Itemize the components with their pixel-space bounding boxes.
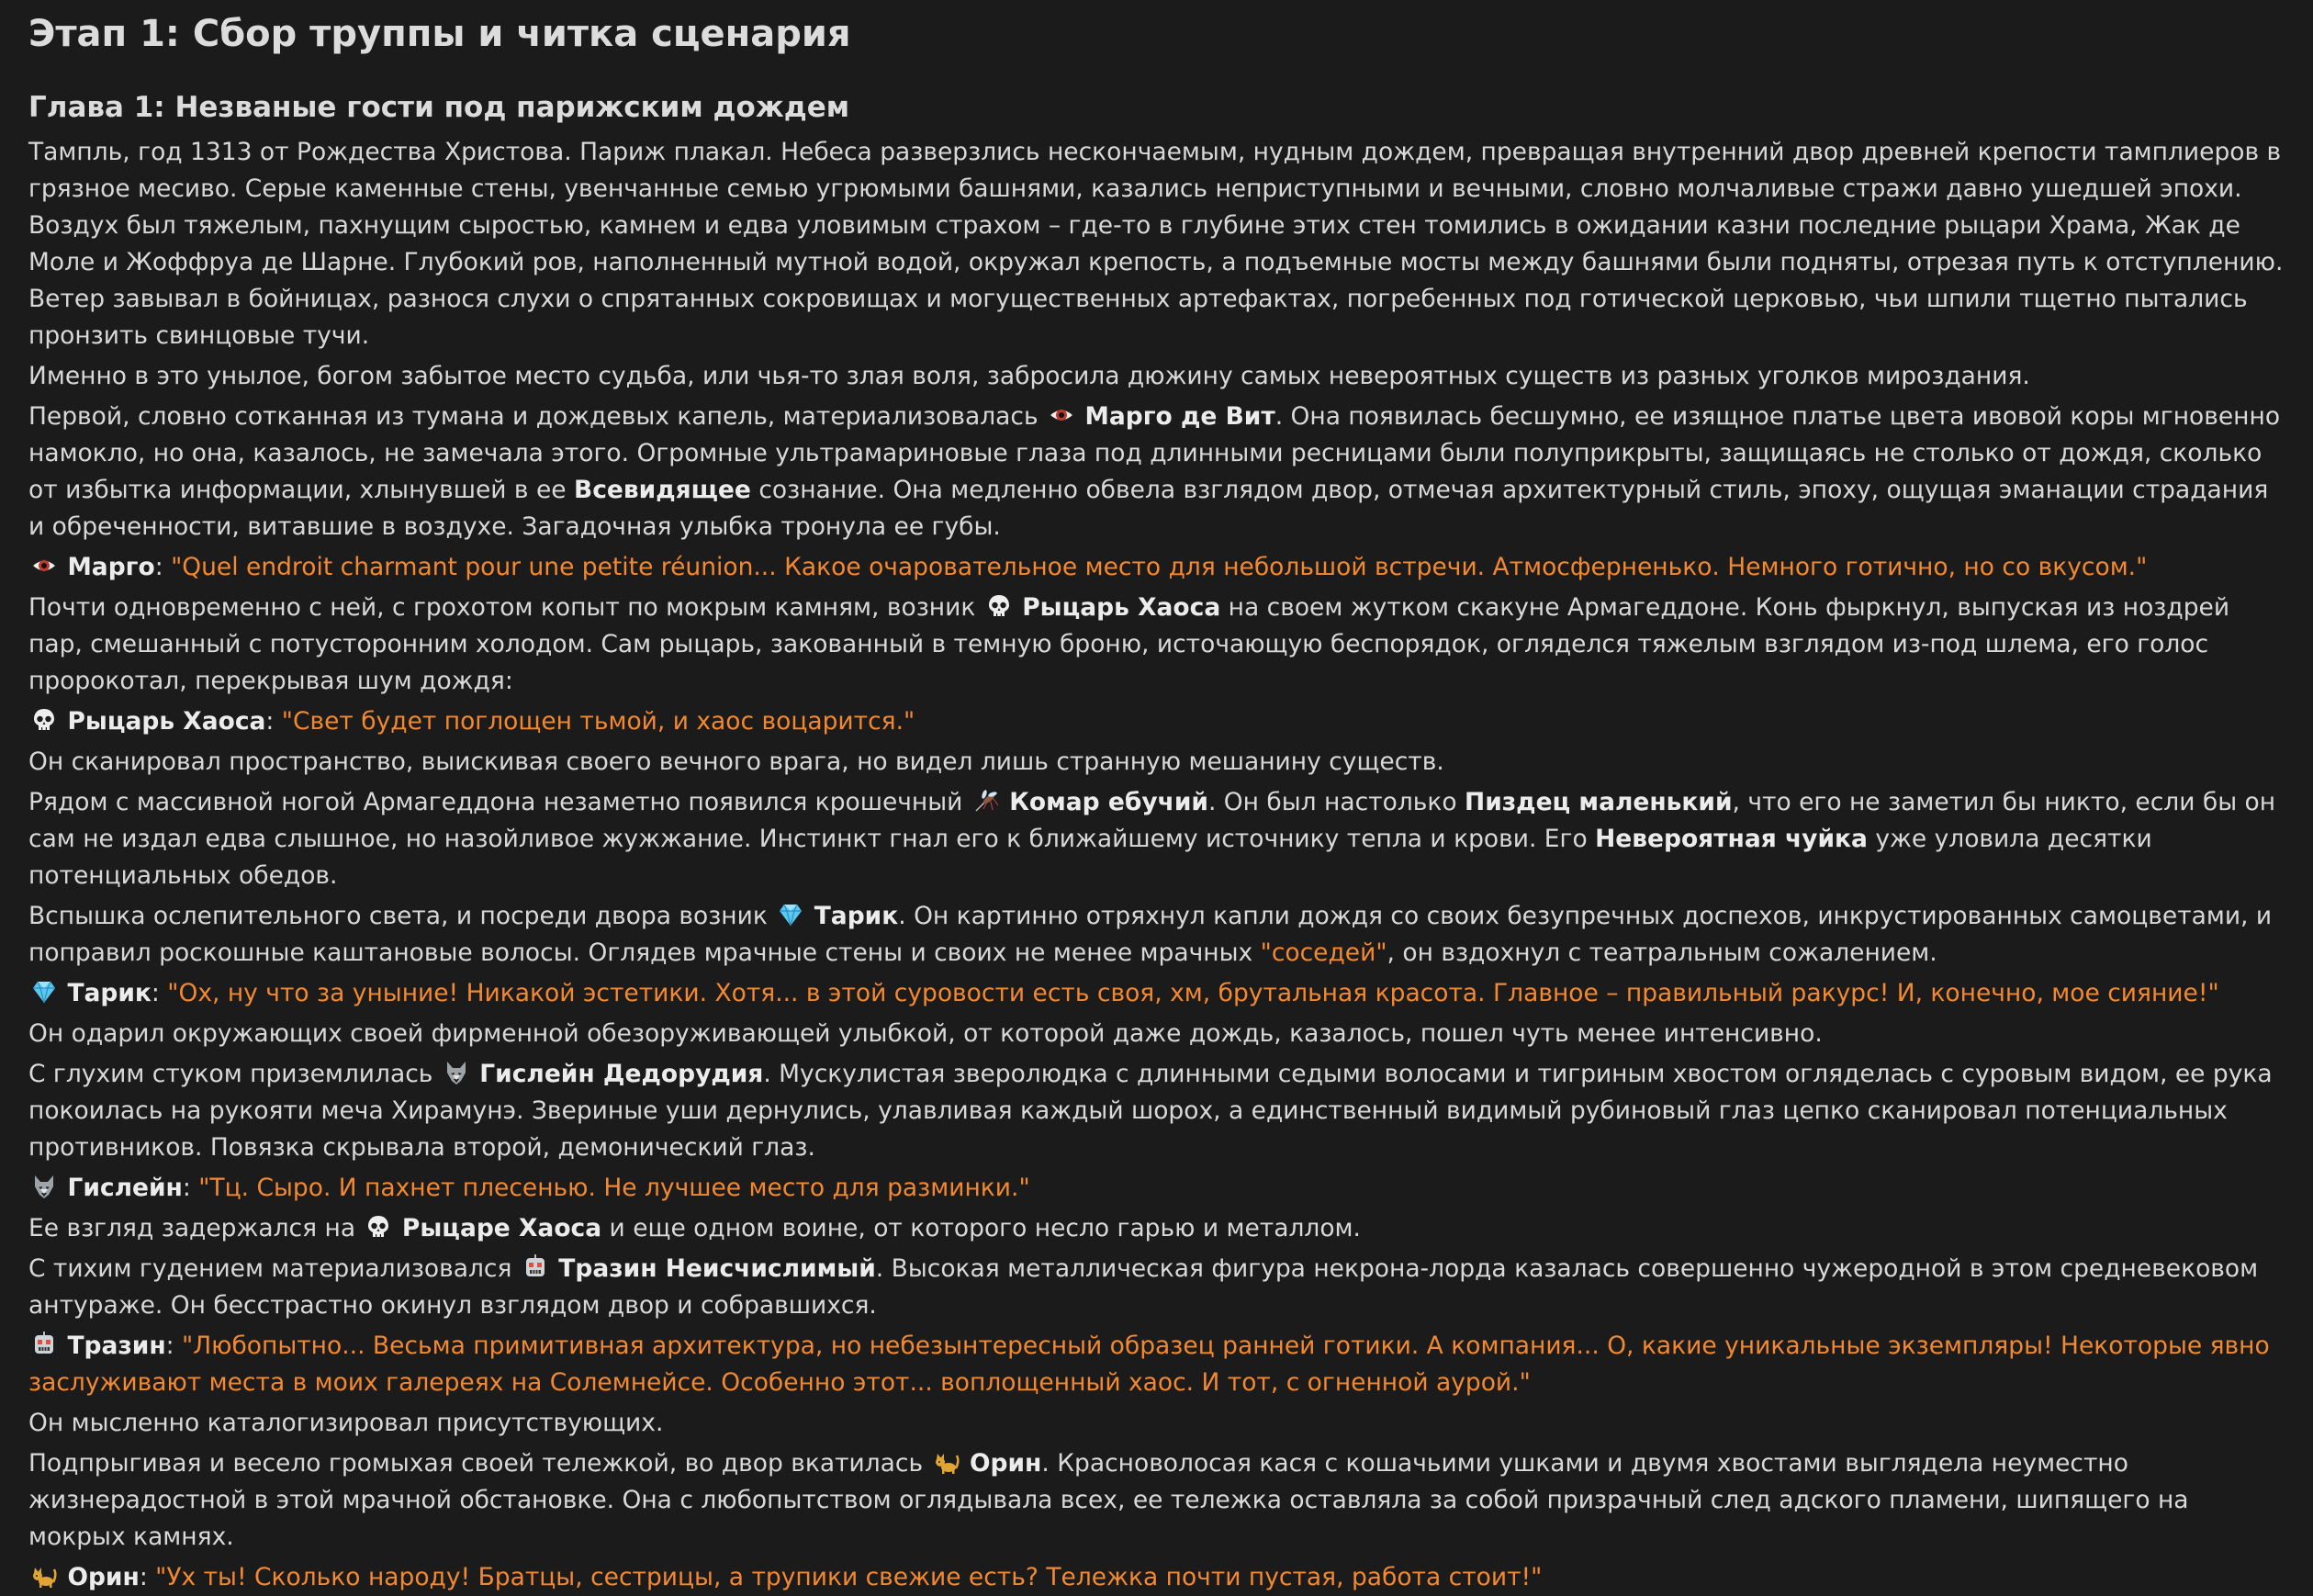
separator: :	[165, 1332, 183, 1360]
paragraph: Он сканировал пространство, выискивая своего вечного врага, но видел лишь странную мешанину существ.	[28, 747, 1444, 776]
text: , он вздохнул с театральным сожалением.	[1387, 938, 1937, 967]
paragraph: Тампль, год 1313 от Рождества Христова. Париж плакал. Небеса разверзлись нескончаемым, нудным дождем, превращая внутренний двор древней крепости тамплиеров в грязное месиво. Серые каменные стены, увенчанные семью угрюмыми башнями, казались неприступными и вечными, словно молчаливые стражи давно ушедшей эпохи. Воздух был тяжелым, пахнущим сыростью, камнем и едва уловимым страхом – где-то в глубине этих стен томились в ожидании казни последние рыцари Храма, Жак де Моле и Жоффруа де Шарне. Глубокий ров, наполненный мутной водой, окружал крепость, а подъемные мосты между башнями были подняты, отрезая путь к отступлению. Ветер завывал в бойницах, разнося слухи о спрятанных сокровищах и могущественных артефактах, погребенных под готической церковью, чьи шпили тщетно пытались пронзить свинцовые тучи.	[28, 138, 2284, 350]
mosquito-icon	[972, 787, 1000, 815]
character-name: Рыцаре Хаоса	[401, 1214, 602, 1242]
dialogue-line	[28, 1559, 2285, 1596]
quote: "Ух ты! Сколько народу! Братцы, сестрицы, а трупики свежие есть? Тележка почти пустая, работа стоит!"	[155, 1563, 1543, 1591]
text: Первой, словно сотканная из тумана и дождевых капель, материализовалась	[28, 402, 1047, 431]
paragraph	[28, 784, 2285, 894]
skull-icon	[30, 706, 58, 734]
character-name: Гислейн Дедорудия	[479, 1060, 764, 1088]
quote: "Ох, ну что за уныние! Никакой эстетики. Хотя... в этой суровости есть своя, хм, брутальная красота. Главное – правильный ракурс! И, конечно, мое сияние!"	[167, 979, 2219, 1007]
paragraph	[28, 1210, 2285, 1247]
skull-icon	[365, 1213, 392, 1241]
text: . Высокая металлическая фигура некрона-лорда казалась совершенно чужеродной в этом средневековом антураже. Он бесстрастно окинул взглядом двор и собравшихся.	[28, 1254, 2259, 1320]
text: уже уловила десятки потенциальных обедов.	[28, 825, 2152, 890]
speaker-name: Тразин	[67, 1332, 166, 1360]
eye-icon	[30, 552, 58, 579]
separator: :	[265, 707, 282, 736]
gem-icon	[30, 978, 58, 1006]
character-name: Рыцарь Хаоса	[1022, 593, 1221, 622]
dialogue-line	[28, 1170, 2285, 1207]
dialogue-line	[28, 1328, 2285, 1401]
character-name: Комар ебучий	[1009, 788, 1208, 816]
text: . Он был настолько	[1207, 788, 1465, 816]
dialogue-line	[28, 975, 2285, 1012]
eye-icon	[1048, 401, 1075, 429]
wolf-icon	[30, 1173, 58, 1200]
text: . Она появилась бесшумно, ее изящное платье цвета ивовой коры мгновенно намокло, но она, казалось, не замечала этого. Огромные ультрамариновые глаза под длинными ресницами были полуприкрыты, защищаясь не столько от дождя, сколько от избытка информации, хлынувшей в ее	[28, 402, 2281, 504]
character-name: Орин	[969, 1449, 1042, 1478]
cat-icon	[30, 1562, 58, 1590]
separator: :	[139, 1563, 156, 1591]
speaker-name: Рыцарь Хаоса	[67, 707, 266, 736]
quote: "Свет будет поглощен тьмой, и хаос воцарится."	[281, 707, 915, 736]
paragraph	[28, 590, 2285, 700]
page-title: Этап 1: Сбор труппы и читка сценария	[28, 13, 851, 55]
text: Рядом с массивной ногой Армагеддона незаметно появился крошечный	[28, 788, 971, 816]
paragraph	[28, 1251, 2285, 1324]
speaker-name: Марго	[67, 553, 155, 581]
speaker-name: Орин	[67, 1563, 140, 1591]
chapter-title: Глава 1: Незваные гости под парижским дождем	[28, 91, 850, 124]
quote: "Тц. Сыро. И пахнет плесенью. Не лучшее место для разминки."	[198, 1174, 1030, 1202]
text: , что его не заметил бы никто, если бы он сам не издал едва слышное, но назойливое жужжание. Инстинкт гнал его к ближайшему источнику тепла и крови. Его	[28, 788, 2276, 853]
trait: Пиздец маленький	[1465, 788, 1733, 816]
paragraph	[28, 1056, 2285, 1166]
paragraph	[28, 898, 2285, 972]
text: С тихим гудением материализовался	[28, 1254, 520, 1283]
speaker-name: Гислейн	[67, 1174, 183, 1202]
text: . Мускулистая зверолюдка с длинными седыми волосами и тигриным хвостом огляделась с суровым видом, ее рука покоилась на рукояти меча Хирамунэ. Звериные уши дернулись, улавливая каждый шорох, а единственный видимый рубиновый глаз цепко сканировал потенциальных противников. Повязка скрывала второй, демонический глаз.	[28, 1060, 2273, 1162]
trait: Невероятная чуйка	[1595, 825, 1868, 853]
gem-icon	[777, 901, 804, 928]
robot-icon	[30, 1331, 58, 1358]
text: и еще одном воине, от которого несло гарью и металлом.	[601, 1214, 1361, 1242]
separator: :	[182, 1174, 199, 1202]
paragraph: Он одарил окружающих своей фирменной обезоруживающей улыбкой, от которой даже дождь, казалось, пошел чуть менее интенсивно.	[28, 1019, 1823, 1048]
text: . Он картинно отряхнул капли дождя со своих безупречных доспехов, инкрустированных самоцветами, и поправил роскошные каштановые волосы. Оглядев мрачные стены и своих не менее мрачных	[28, 902, 2273, 967]
quote: "Quel endroit charmant pour une petite réunion... Какое очаровательное место для небольшой встречи. Атмосферненько. Немного готично, но со вкусом."	[171, 553, 2148, 581]
separator: :	[151, 979, 168, 1007]
wolf-icon	[443, 1059, 470, 1086]
paragraph: Именно в это унылое, богом забытое место судьба, или чья-то злая воля, забросила дюжину самых невероятных существ из разных уголков мироздания.	[28, 362, 2030, 390]
text: Подпрыгивая и весело громыхая своей тележкой, во двор вкатилась	[28, 1449, 931, 1478]
skull-icon	[985, 592, 1013, 620]
robot-icon	[522, 1253, 549, 1281]
paragraph	[28, 399, 2285, 545]
text: на своем жутком скакуне Армагеддоне. Конь фыркнул, выпуская из ноздрей пар, смешанный с потусторонним холодом. Сам рыцарь, закованный в темную броню, источающую беспорядок, огляделся тяжелым взглядом из-под шлема, его голос пророкотал, перекрывая шум дождя:	[28, 593, 2230, 695]
text: Вспышка ослепительного света, и посреди двора возник	[28, 902, 776, 930]
separator: :	[154, 553, 172, 581]
text: сознание. Она медленно обвела взглядом двор, отмечая архитектурный стиль, эпоху, ощущая эманации страдания и обреченности, витавшие в воздухе. Загадочная улыбка тронула ее губы.	[28, 476, 2269, 541]
character-name: Тразин Неисчислимый	[558, 1254, 876, 1283]
text: С глухим стуком приземлилась	[28, 1060, 441, 1088]
character-name: Тарик	[814, 902, 899, 930]
dialogue-line	[28, 549, 2285, 586]
trait: Всевидящее	[574, 476, 751, 504]
character-name: Марго де Вит	[1084, 402, 1275, 431]
quote: "соседей"	[1260, 938, 1387, 967]
paragraph: Он мысленно каталогизировал присутствующих.	[28, 1409, 664, 1437]
text: . Красноволосая кася с кошачьими ушками и двумя хвостами выглядела неуместно жизнерадостной в этой мрачной обстановке. Она с любопытством оглядывала всех, ее тележка оставляла за собой призрачный след адского пламени, шипящего на мокрых камнях.	[28, 1449, 2189, 1551]
cat-icon	[933, 1448, 960, 1476]
dialogue-line	[28, 703, 2285, 740]
text: Почти одновременно с ней, с грохотом копыт по мокрым камням, возник	[28, 593, 983, 622]
text: Ее взгляд задержался на	[28, 1214, 364, 1242]
quote: "Любопытно... Весьма примитивная архитектура, но небезынтересный образец ранней готики. А компания... О, какие уникальные экземпляры! Некоторые явно заслуживают места в моих галереях на Солемнейсе. Особенно этот... воплощенный хаос. И тот, с огненной аурой."	[28, 1332, 2270, 1397]
paragraph	[28, 1445, 2285, 1556]
speaker-name: Тарик	[67, 979, 152, 1007]
